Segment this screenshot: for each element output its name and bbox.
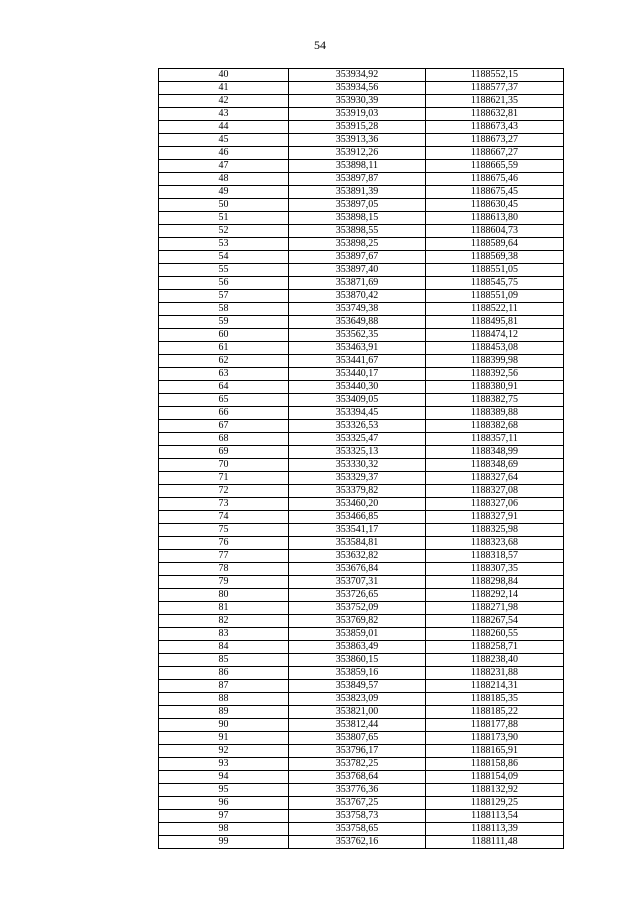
table-row (159, 147, 564, 160)
point-number-cell: 59 (159, 316, 289, 329)
x-coordinate-cell: 353860,15 (289, 654, 426, 667)
y-coordinate-cell: 1188185,35 (426, 693, 564, 706)
table-row (159, 563, 564, 576)
x-coordinate-cell: 353749,38 (289, 303, 426, 316)
point-number-cell: 47 (159, 160, 289, 173)
point-number-cell: 65 (159, 394, 289, 407)
point-number-cell: 84 (159, 641, 289, 654)
point-number-cell: 48 (159, 173, 289, 186)
point-number-cell: 51 (159, 212, 289, 225)
x-coordinate-cell: 353460,20 (289, 498, 426, 511)
y-coordinate-cell: 1188318,57 (426, 550, 564, 563)
point-number-cell: 95 (159, 784, 289, 797)
table-row (159, 472, 564, 485)
x-coordinate-cell: 353823,09 (289, 693, 426, 706)
x-coordinate-cell: 353441,67 (289, 355, 426, 368)
x-coordinate-cell: 353752,09 (289, 602, 426, 615)
y-coordinate-cell: 1188545,75 (426, 277, 564, 290)
table-row (159, 524, 564, 537)
table-row (159, 394, 564, 407)
table-row (159, 277, 564, 290)
point-number-cell: 55 (159, 264, 289, 277)
point-number-cell: 49 (159, 186, 289, 199)
x-coordinate-cell: 353394,45 (289, 407, 426, 420)
x-coordinate-cell: 353325,47 (289, 433, 426, 446)
table-row (159, 693, 564, 706)
x-coordinate-cell: 353897,87 (289, 173, 426, 186)
table-row (159, 719, 564, 732)
point-number-cell: 61 (159, 342, 289, 355)
x-coordinate-cell: 353584,81 (289, 537, 426, 550)
y-coordinate-cell: 1188323,68 (426, 537, 564, 550)
table-row (159, 680, 564, 693)
table-row (159, 511, 564, 524)
y-coordinate-cell: 1188389,88 (426, 407, 564, 420)
x-coordinate-cell: 353776,36 (289, 784, 426, 797)
y-coordinate-cell: 1188158,86 (426, 758, 564, 771)
y-coordinate-cell: 1188113,39 (426, 823, 564, 836)
point-number-cell: 88 (159, 693, 289, 706)
y-coordinate-cell: 1188522,11 (426, 303, 564, 316)
y-coordinate-cell: 1188357,11 (426, 433, 564, 446)
point-number-cell: 87 (159, 680, 289, 693)
table-row (159, 264, 564, 277)
y-coordinate-cell: 1188165,91 (426, 745, 564, 758)
y-coordinate-cell: 1188292,14 (426, 589, 564, 602)
x-coordinate-cell: 353898,15 (289, 212, 426, 225)
y-coordinate-cell: 1188348,99 (426, 446, 564, 459)
table-row (159, 212, 564, 225)
table-row (159, 329, 564, 342)
point-number-cell: 99 (159, 836, 289, 849)
x-coordinate-cell: 353898,25 (289, 238, 426, 251)
x-coordinate-cell: 353758,65 (289, 823, 426, 836)
x-coordinate-cell: 353821,00 (289, 706, 426, 719)
point-number-cell: 97 (159, 810, 289, 823)
table-row (159, 303, 564, 316)
y-coordinate-cell: 1188238,40 (426, 654, 564, 667)
table-row (159, 706, 564, 719)
x-coordinate-cell: 353812,44 (289, 719, 426, 732)
y-coordinate-cell: 1188392,56 (426, 368, 564, 381)
point-number-cell: 74 (159, 511, 289, 524)
point-number-cell: 41 (159, 82, 289, 95)
x-coordinate-cell: 353934,92 (289, 69, 426, 82)
table-row (159, 771, 564, 784)
y-coordinate-cell: 1188132,92 (426, 784, 564, 797)
table-row (159, 615, 564, 628)
x-coordinate-cell: 353562,35 (289, 329, 426, 342)
y-coordinate-cell: 1188327,91 (426, 511, 564, 524)
point-number-cell: 91 (159, 732, 289, 745)
table-row (159, 485, 564, 498)
x-coordinate-cell: 353863,49 (289, 641, 426, 654)
table-row (159, 225, 564, 238)
y-coordinate-cell: 1188113,54 (426, 810, 564, 823)
coordinates-table-body (159, 69, 564, 849)
table-row (159, 628, 564, 641)
x-coordinate-cell: 353379,82 (289, 485, 426, 498)
x-coordinate-cell: 353796,17 (289, 745, 426, 758)
point-number-cell: 57 (159, 290, 289, 303)
point-number-cell: 77 (159, 550, 289, 563)
point-number-cell: 75 (159, 524, 289, 537)
point-number-cell: 43 (159, 108, 289, 121)
point-number-cell: 53 (159, 238, 289, 251)
table-row (159, 836, 564, 849)
x-coordinate-cell: 353767,25 (289, 797, 426, 810)
y-coordinate-cell: 1188382,68 (426, 420, 564, 433)
point-number-cell: 68 (159, 433, 289, 446)
table-row (159, 745, 564, 758)
table-row (159, 108, 564, 121)
table-row (159, 498, 564, 511)
table-row (159, 420, 564, 433)
y-coordinate-cell: 1188551,09 (426, 290, 564, 303)
y-coordinate-cell: 1188667,27 (426, 147, 564, 160)
table-row (159, 823, 564, 836)
x-coordinate-cell: 353769,82 (289, 615, 426, 628)
y-coordinate-cell: 1188185,22 (426, 706, 564, 719)
table-row (159, 82, 564, 95)
x-coordinate-cell: 353782,25 (289, 758, 426, 771)
y-coordinate-cell: 1188495,81 (426, 316, 564, 329)
y-coordinate-cell: 1188632,81 (426, 108, 564, 121)
y-coordinate-cell: 1188325,98 (426, 524, 564, 537)
point-number-cell: 80 (159, 589, 289, 602)
y-coordinate-cell: 1188129,25 (426, 797, 564, 810)
y-coordinate-cell: 1188577,37 (426, 82, 564, 95)
x-coordinate-cell: 353409,05 (289, 394, 426, 407)
point-number-cell: 66 (159, 407, 289, 420)
x-coordinate-cell: 353758,73 (289, 810, 426, 823)
y-coordinate-cell: 1188474,12 (426, 329, 564, 342)
x-coordinate-cell: 353326,53 (289, 420, 426, 433)
y-coordinate-cell: 1188621,35 (426, 95, 564, 108)
y-coordinate-cell: 1188399,98 (426, 355, 564, 368)
x-coordinate-cell: 353329,37 (289, 472, 426, 485)
x-coordinate-cell: 353807,65 (289, 732, 426, 745)
table-row (159, 537, 564, 550)
table-row (159, 186, 564, 199)
x-coordinate-cell: 353912,26 (289, 147, 426, 160)
x-coordinate-cell: 353897,67 (289, 251, 426, 264)
y-coordinate-cell: 1188267,54 (426, 615, 564, 628)
point-number-cell: 71 (159, 472, 289, 485)
x-coordinate-cell: 353707,31 (289, 576, 426, 589)
x-coordinate-cell: 353913,36 (289, 134, 426, 147)
y-coordinate-cell: 1188298,84 (426, 576, 564, 589)
x-coordinate-cell: 353649,88 (289, 316, 426, 329)
table-row (159, 134, 564, 147)
y-coordinate-cell: 1188260,55 (426, 628, 564, 641)
x-coordinate-cell: 353632,82 (289, 550, 426, 563)
point-number-cell: 58 (159, 303, 289, 316)
x-coordinate-cell: 353676,84 (289, 563, 426, 576)
table-row (159, 368, 564, 381)
point-number-cell: 62 (159, 355, 289, 368)
point-number-cell: 82 (159, 615, 289, 628)
point-number-cell: 81 (159, 602, 289, 615)
table-row (159, 732, 564, 745)
y-coordinate-cell: 1188589,64 (426, 238, 564, 251)
table-row (159, 433, 564, 446)
point-number-cell: 45 (159, 134, 289, 147)
point-number-cell: 54 (159, 251, 289, 264)
x-coordinate-cell: 353897,05 (289, 199, 426, 212)
x-coordinate-cell: 353762,16 (289, 836, 426, 849)
x-coordinate-cell: 353541,17 (289, 524, 426, 537)
y-coordinate-cell: 1188675,46 (426, 173, 564, 186)
x-coordinate-cell: 353930,39 (289, 95, 426, 108)
x-coordinate-cell: 353440,30 (289, 381, 426, 394)
x-coordinate-cell: 353859,01 (289, 628, 426, 641)
x-coordinate-cell: 353726,65 (289, 589, 426, 602)
point-number-cell: 98 (159, 823, 289, 836)
y-coordinate-cell: 1188111,48 (426, 836, 564, 849)
x-coordinate-cell: 353325,13 (289, 446, 426, 459)
y-coordinate-cell: 1188552,15 (426, 69, 564, 82)
y-coordinate-cell: 1188380,91 (426, 381, 564, 394)
table-row (159, 654, 564, 667)
x-coordinate-cell: 353871,69 (289, 277, 426, 290)
x-coordinate-cell: 353440,17 (289, 368, 426, 381)
y-coordinate-cell: 1188271,98 (426, 602, 564, 615)
coordinates-table (158, 68, 564, 849)
y-coordinate-cell: 1188327,08 (426, 485, 564, 498)
x-coordinate-cell: 353898,55 (289, 225, 426, 238)
table-row (159, 69, 564, 82)
table-row (159, 589, 564, 602)
x-coordinate-cell: 353849,57 (289, 680, 426, 693)
table-row (159, 667, 564, 680)
table-row (159, 290, 564, 303)
y-coordinate-cell: 1188673,43 (426, 121, 564, 134)
table-row (159, 95, 564, 108)
y-coordinate-cell: 1188154,09 (426, 771, 564, 784)
point-number-cell: 46 (159, 147, 289, 160)
table-row (159, 173, 564, 186)
x-coordinate-cell: 353915,28 (289, 121, 426, 134)
x-coordinate-cell: 353330,32 (289, 459, 426, 472)
x-coordinate-cell: 353463,91 (289, 342, 426, 355)
table-row (159, 550, 564, 563)
point-number-cell: 44 (159, 121, 289, 134)
point-number-cell: 60 (159, 329, 289, 342)
x-coordinate-cell: 353898,11 (289, 160, 426, 173)
y-coordinate-cell: 1188665,59 (426, 160, 564, 173)
y-coordinate-cell: 1188569,38 (426, 251, 564, 264)
point-number-cell: 83 (159, 628, 289, 641)
table-row (159, 160, 564, 173)
table-row (159, 758, 564, 771)
table-row (159, 381, 564, 394)
y-coordinate-cell: 1188258,71 (426, 641, 564, 654)
y-coordinate-cell: 1188307,35 (426, 563, 564, 576)
point-number-cell: 40 (159, 69, 289, 82)
y-coordinate-cell: 1188177,88 (426, 719, 564, 732)
y-coordinate-cell: 1188382,75 (426, 394, 564, 407)
y-coordinate-cell: 1188630,45 (426, 199, 564, 212)
y-coordinate-cell: 1188231,88 (426, 667, 564, 680)
table-row (159, 121, 564, 134)
point-number-cell: 73 (159, 498, 289, 511)
point-number-cell: 76 (159, 537, 289, 550)
y-coordinate-cell: 1188173,90 (426, 732, 564, 745)
y-coordinate-cell: 1188673,27 (426, 134, 564, 147)
point-number-cell: 96 (159, 797, 289, 810)
point-number-cell: 42 (159, 95, 289, 108)
table-row (159, 459, 564, 472)
point-number-cell: 92 (159, 745, 289, 758)
y-coordinate-cell: 1188551,05 (426, 264, 564, 277)
point-number-cell: 78 (159, 563, 289, 576)
x-coordinate-cell: 353870,42 (289, 290, 426, 303)
x-coordinate-cell: 353859,16 (289, 667, 426, 680)
table-row (159, 576, 564, 589)
point-number-cell: 90 (159, 719, 289, 732)
point-number-cell: 69 (159, 446, 289, 459)
point-number-cell: 79 (159, 576, 289, 589)
table-row (159, 199, 564, 212)
table-row (159, 238, 564, 251)
x-coordinate-cell: 353934,56 (289, 82, 426, 95)
x-coordinate-cell: 353891,39 (289, 186, 426, 199)
table-row (159, 355, 564, 368)
point-number-cell: 93 (159, 758, 289, 771)
point-number-cell: 70 (159, 459, 289, 472)
point-number-cell: 56 (159, 277, 289, 290)
point-number-cell: 50 (159, 199, 289, 212)
point-number-cell: 86 (159, 667, 289, 680)
point-number-cell: 67 (159, 420, 289, 433)
y-coordinate-cell: 1188327,06 (426, 498, 564, 511)
point-number-cell: 63 (159, 368, 289, 381)
table-row (159, 316, 564, 329)
point-number-cell: 64 (159, 381, 289, 394)
point-number-cell: 85 (159, 654, 289, 667)
point-number-cell: 72 (159, 485, 289, 498)
y-coordinate-cell: 1188453,08 (426, 342, 564, 355)
x-coordinate-cell: 353768,64 (289, 771, 426, 784)
table-row (159, 641, 564, 654)
table-row (159, 251, 564, 264)
table-row (159, 342, 564, 355)
table-row (159, 810, 564, 823)
y-coordinate-cell: 1188604,73 (426, 225, 564, 238)
x-coordinate-cell: 353919,03 (289, 108, 426, 121)
x-coordinate-cell: 353466,85 (289, 511, 426, 524)
y-coordinate-cell: 1188613,80 (426, 212, 564, 225)
table-row (159, 446, 564, 459)
page-number: 54 (314, 38, 326, 52)
x-coordinate-cell: 353897,40 (289, 264, 426, 277)
y-coordinate-cell: 1188348,69 (426, 459, 564, 472)
table-row (159, 797, 564, 810)
y-coordinate-cell: 1188214,31 (426, 680, 564, 693)
table-row (159, 407, 564, 420)
table-row (159, 602, 564, 615)
point-number-cell: 94 (159, 771, 289, 784)
table-row (159, 784, 564, 797)
y-coordinate-cell: 1188675,45 (426, 186, 564, 199)
point-number-cell: 52 (159, 225, 289, 238)
point-number-cell: 89 (159, 706, 289, 719)
y-coordinate-cell: 1188327,64 (426, 472, 564, 485)
